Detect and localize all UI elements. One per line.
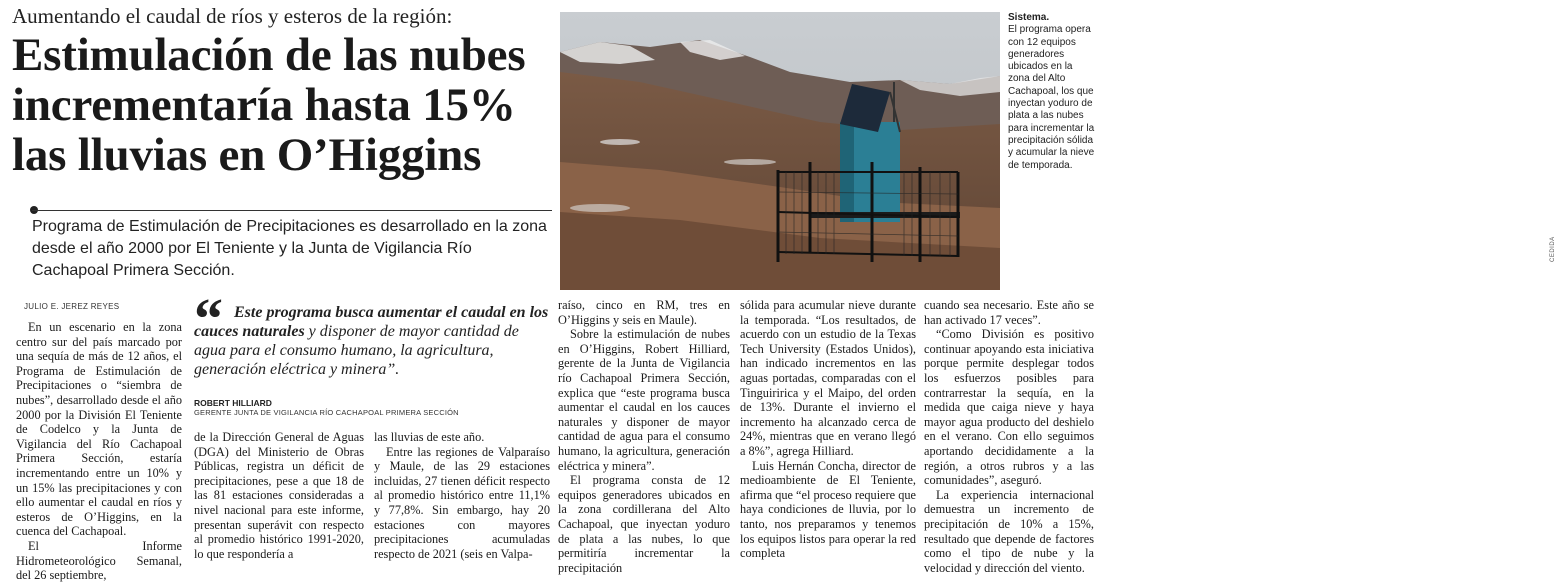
headline-line: incrementaría hasta 15% bbox=[12, 79, 516, 131]
deck: Programa de Estimulación de Precipitaciones es desarrollado en la zona desde el año 2000 por El Teniente y la Junta de Vigilancia Río Cachapoal Primera Sección. bbox=[32, 218, 547, 279]
paragraph: El programa consta de 12 equipos generadores ubicados en la zona cordillerana del Alto Cachapoal, que inyectan yoduro de plata a las nubes, lo que permitiría incrementar la precipitación bbox=[558, 473, 730, 575]
quote-mark-icon: “ bbox=[194, 286, 223, 351]
headline-line: las lluvias en O’Higgins bbox=[12, 129, 482, 181]
snow-patch bbox=[600, 139, 640, 145]
article-column-3 bbox=[374, 430, 550, 561]
article-column-2 bbox=[194, 430, 364, 561]
pull-quote-lead: Este programa busca aumentar el caudal en los cauces naturales bbox=[194, 304, 549, 340]
headline-line: Estimulación de las nubes bbox=[12, 29, 526, 81]
photo-caption bbox=[1008, 12, 1096, 172]
paragraph: Luis Hernán Concha, director de medioambiente de El Teniente, afirma que “el proceso requiere que haya condiciones de lluvia, por lo tanto, nos preparamos y tenemos los equipos listos para operar la red completa bbox=[740, 458, 916, 561]
byline: JULIO E. JEREZ REYES bbox=[24, 302, 120, 311]
kicker: Aumentando el caudal de ríos y esteros de la región: bbox=[12, 4, 453, 28]
paragraph: “Como División es positivo continuar apoyando esta iniciativa porque permite desplegar todos los esfuerzos posibles para contrarrestar la sequía, en la medida que caiga nieve y haya mayor agua producto del deshielo en el verano. Con ello seguimos aportando decididamente a la región, a otros rubros y a las comunidades”, aseguró. bbox=[924, 327, 1094, 488]
snow-patch bbox=[570, 204, 630, 212]
article-column-4 bbox=[558, 298, 730, 575]
paragraph: En un escenario en la zona centro sur del país marcado por una sequía de más de 12 años, el Programa de Estimulación de Precipitaciones o “siembra de nubes”, desarrollado desde el año 2000 por la División El Teniente de Codelco y la Junta de Vigilancia del Río Cachapoal Primera Sección, estaría incrementando entre un 10% y un 15% las precipitaciones y con ello aumentar el caudal en ríos y esteros de O’Higgins, en la cuenca del Cachapoal. bbox=[16, 320, 182, 539]
photo-credit: CEDIDA bbox=[1550, 236, 1556, 262]
article-column-1 bbox=[16, 320, 182, 583]
photo-illustration bbox=[560, 12, 1000, 290]
pull-quote-rest: y disponer de mayor cantidad de agua para el consumo humano, la agricultura, generación eléctrica y minera”. bbox=[194, 323, 519, 378]
quote-author: ROBERT HILLIARD bbox=[194, 398, 272, 408]
pull-quote bbox=[194, 303, 550, 379]
paragraph: raíso, cinco en RM, tres en O’Higgins y seis en Maule). bbox=[558, 298, 730, 327]
caption-title: Sistema. bbox=[1008, 12, 1050, 23]
quote-author-role: GERENTE JUNTA DE VIGILANCIA RÍO CACHAPOAL PRIMERA SECCIÓN bbox=[194, 408, 459, 417]
paragraph: La experiencia internacional demuestra un incremento de precipitación de 10% a 15%, resultado que depende de factores como el tipo de nube y la velocidad y dirección del viento. bbox=[924, 487, 1094, 575]
paragraph: Sobre la estimulación de nubes en O’Higgins, Robert Hilliard, gerente de la Junta de Vigilancia río Cachapoal Primera Sección, explica que “este programa busca aumentar el caudal en los cauces naturales y disponer de mayor cantidad de agua para el consumo humano, la agricultura, generación eléctrica y minera”. bbox=[558, 327, 730, 473]
paragraph: Entre las regiones de Valparaíso y Maule, de las 29 estaciones incluidas, 27 tienen déficit respecto al promedio histórico entre 11,1% y 77,8%. Sin embargo, hay 20 estaciones con mayores precipitaciones acumuladas respecto de 2021 (seis en Valpa- bbox=[374, 444, 550, 561]
paragraph: de la Dirección General de Aguas (DGA) del Ministerio de Obras Públicas, registra un déficit de precipitaciones, pese a que 18 de las 81 estaciones consideradas a nivel nacional para este informe, presentan superávit con respecto al promedio histórico 1991-2020, lo que respondería a bbox=[194, 430, 364, 561]
divider bbox=[32, 210, 552, 211]
headline bbox=[12, 30, 552, 180]
snow-patch bbox=[724, 159, 776, 165]
paragraph: sólida para acumular nieve durante la temporada. “Los resultados, de acuerdo con un estudio de la Texas Tech University (Estados Unidos), han indicado incrementos en las aguas portadas, comparadas con el Tinguiririca y el Maipo, del orden de 13%. Durante el invierno el incremento ha alcanzado cerca de 24%, mientras que en verano llegó a 8%”, agrega Hilliard. bbox=[740, 298, 916, 458]
article-column-5 bbox=[740, 298, 916, 561]
paragraph: las lluvias de este año. bbox=[374, 430, 485, 444]
paragraph: El Informe Hidrometeorológico Semanal, del 26 septiembre, bbox=[16, 538, 182, 583]
caption-text: El programa opera con 12 equipos generadores ubicados en la zona del Alto Cachapoal, los que inyectan yoduro de plata a las nubes para incrementar la precipitación sólida y acumular la nieve de temporada. bbox=[1008, 24, 1095, 171]
article-column-6 bbox=[924, 298, 1094, 575]
paragraph: cuando sea necesario. Este año se han activado 17 veces”. bbox=[924, 298, 1094, 327]
